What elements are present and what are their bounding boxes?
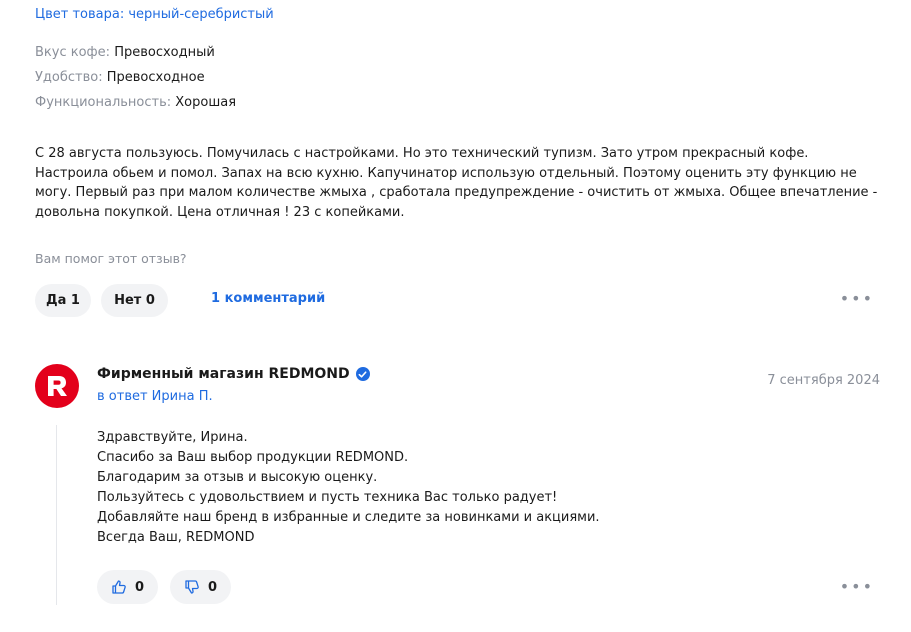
thumbs-up-icon	[111, 579, 127, 595]
reply-thread-line	[56, 425, 57, 605]
rating-value: Превосходный	[114, 45, 215, 60]
rating-value: Превосходное	[106, 70, 205, 85]
comments-link[interactable]: 1 комментарий	[211, 291, 326, 306]
reply-line: Спасибо за Ваш выбор продукции REDMOND.	[97, 450, 409, 465]
like-count: 0	[135, 579, 145, 595]
rating-convenience	[35, 70, 205, 85]
reply-line: Добавляйте наш бренд в избранные и следите за новинками и акциями.	[97, 510, 600, 525]
redmond-logo-icon	[44, 373, 70, 399]
more-dots-icon[interactable]: •••	[839, 577, 874, 596]
reply-line: Благодарим за отзыв и высокую оценку.	[97, 470, 378, 485]
reply-text	[97, 428, 600, 548]
reply-to-link[interactable]: в ответ Ирина П.	[97, 389, 213, 404]
shop-name[interactable]	[97, 366, 370, 382]
reply-line: Всегда Ваш, REDMOND	[97, 530, 255, 545]
shop-logo	[35, 364, 79, 408]
helpful-question: Вам помог этот отзыв?	[35, 251, 187, 266]
thumbs-down-icon	[184, 579, 200, 595]
rating-value: Хорошая	[175, 95, 237, 110]
reply-line: Пользуйтесь с удовольствием и пусть техника Вас только радует!	[97, 490, 558, 505]
review-text: С 28 августа пользуюсь. Помучилась с настройками. Но это технический тупизм. Зато утром прекрасный кофе. Настроила обьем и помол. Запах на всю кухню. Капучинатор использую отдельный. Поэтому оценить эту функцию не могу. Первый раз при малом количестве жмыха , сработала предупреждение - очистить от жмыха. Общее впечатление - довольна покупкой. Цена отличная ! 23 с копейками.	[35, 146, 878, 220]
reply-date: 7 сентября 2024	[767, 373, 880, 388]
rating-label: Функциональность:	[35, 95, 172, 110]
like-button[interactable]	[97, 570, 158, 604]
helpful-yes-button[interactable]	[35, 284, 91, 317]
helpful-no-button[interactable]	[101, 284, 168, 317]
dislike-button[interactable]	[170, 570, 231, 604]
helpful-no-label: Нет 0	[114, 293, 155, 308]
verified-check-icon	[356, 367, 370, 381]
product-color-link[interactable]: Цвет товара: черный-серебристый	[35, 7, 274, 22]
rating-label: Вкус кофе:	[35, 45, 111, 60]
rating-label: Удобство:	[35, 70, 103, 85]
reply-line: Здравствуйте, Ирина.	[97, 430, 248, 445]
rating-coffee-taste	[35, 45, 215, 60]
more-dots-icon[interactable]: •••	[839, 289, 874, 308]
dislike-count: 0	[208, 579, 218, 595]
rating-functionality	[35, 95, 236, 110]
helpful-yes-label: Да 1	[46, 293, 80, 308]
shop-name-text: Фирменный магазин REDMOND	[97, 366, 350, 382]
